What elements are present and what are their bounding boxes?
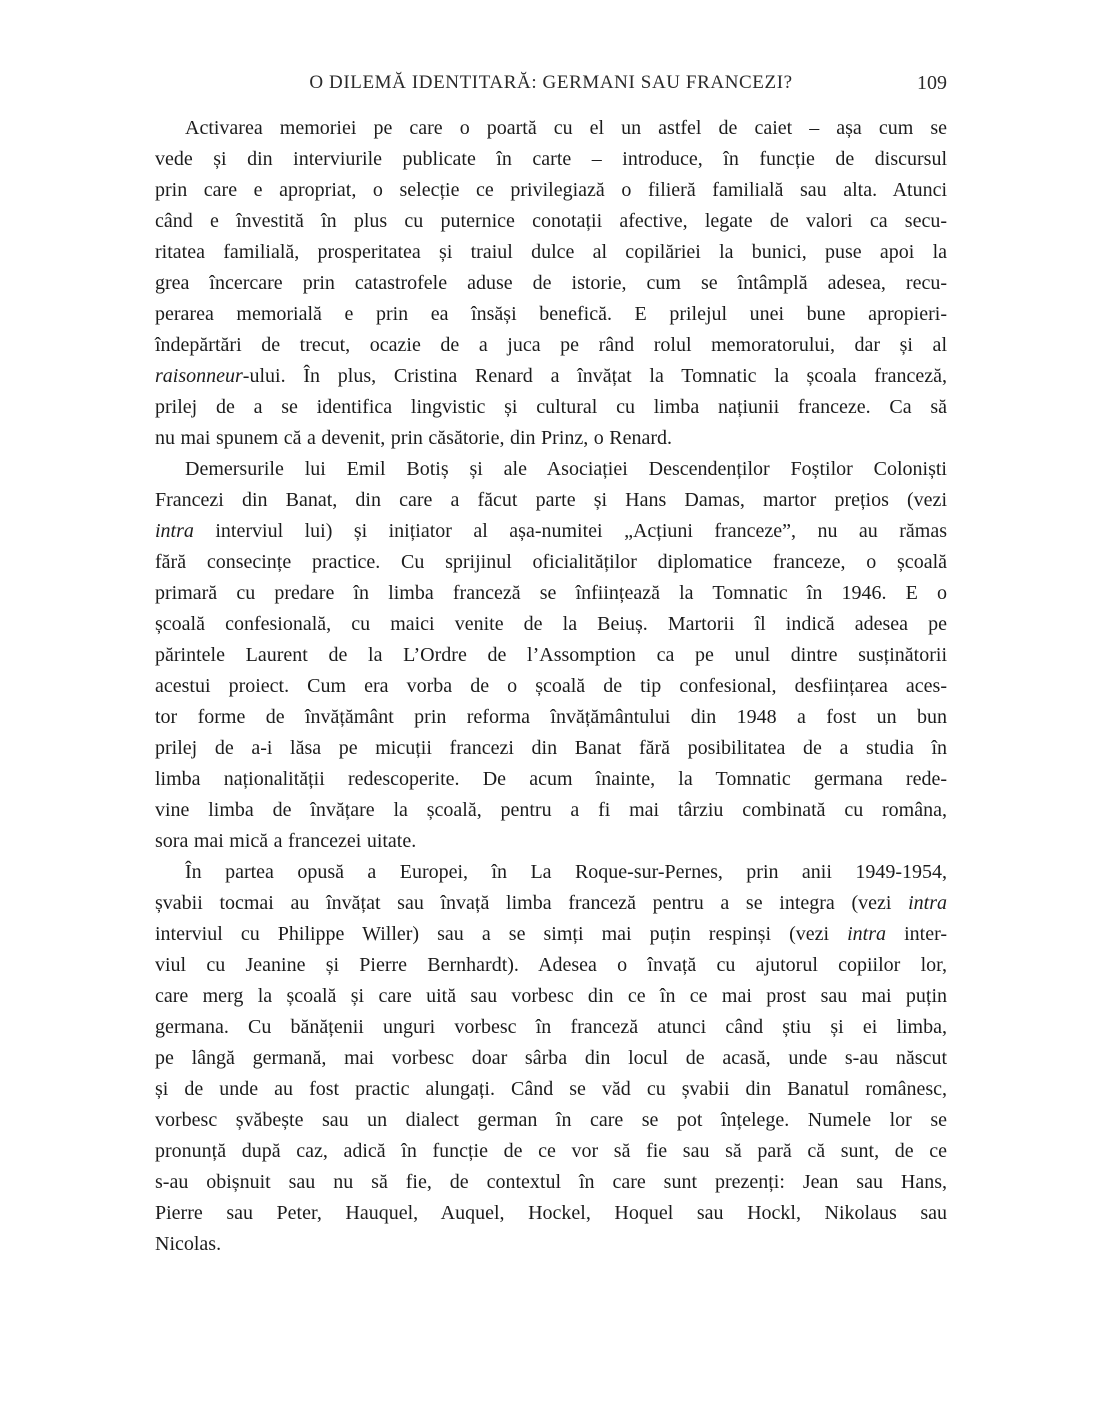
text-run: pronunță după caz, adică în funcție de ce vor să fie sau să pară că sunt, de ce xyxy=(155,1140,947,1162)
text-run: fără consecințe practice. Cu sprijinul oficialităților diplomatice franceze, o școală xyxy=(155,551,947,573)
italic-text: intra xyxy=(847,923,887,945)
text-line xyxy=(155,857,947,888)
text-line xyxy=(155,1043,947,1074)
text-run: În partea opusă a Europei, în La Roque-sur-Pernes, prin anii 1949-1954, xyxy=(185,861,947,883)
paragraph xyxy=(155,113,947,454)
text-line xyxy=(155,950,947,981)
text-run: care merg la școală și care uită sau vorbesc din ce în ce mai prost sau mai puțin xyxy=(155,985,947,1007)
text-run: sora mai mică a francezei uitate. xyxy=(155,830,417,852)
text-line xyxy=(155,609,947,640)
running-title: O DILEMĂ IDENTITARĂ: GERMANI SAU FRANCEZI? xyxy=(309,72,793,93)
text-run: prilej de a-i lăsa pe micuții francezi din Banat fără posibilitatea de a studia în xyxy=(155,737,947,759)
text-line xyxy=(155,640,947,671)
text-line xyxy=(155,144,947,175)
text-line xyxy=(155,175,947,206)
text-run: ritatea familială, prosperitatea și traiul dulce al copilăriei la bunici, puse apoi la xyxy=(155,241,947,263)
text-line xyxy=(155,206,947,237)
text-line xyxy=(155,1074,947,1105)
text-run: germana. Cu bănățenii unguri vorbesc în franceză atunci când știu și ei limba, xyxy=(155,1016,947,1038)
text-line xyxy=(155,1105,947,1136)
text-line xyxy=(155,361,947,392)
text-run: și de unde au fost practic alungați. Când se văd cu șvabii din Banatul românesc, xyxy=(155,1078,947,1100)
text-line xyxy=(155,454,947,485)
text-run: perarea memorială e prin ea însăși benefică. E prilejul unei bune apropieri- xyxy=(155,303,947,325)
text-line xyxy=(155,516,947,547)
text-run: Francezi din Banat, din care a făcut parte și Hans Damas, martor prețios (vezi xyxy=(155,489,947,511)
text-line xyxy=(155,485,947,516)
text-run: viul cu Jeanine și Pierre Bernhardt). Adesea o învață cu ajutorul copiilor lor, xyxy=(155,954,947,976)
text-run: s-au obișnuit sau nu să fie, de contextul în care sunt prezenți: Jean sau Hans, xyxy=(155,1171,947,1193)
text-run: tor forme de învățământ prin reforma învățământului din 1948 a fost un bun xyxy=(155,706,947,728)
text-run: Demersurile lui Emil Botiș și ale Asociației Descendenților Foștilor Coloniști xyxy=(185,458,947,480)
italic-text: raisonneur xyxy=(155,365,243,387)
text-line xyxy=(155,299,947,330)
text-line xyxy=(155,1012,947,1043)
text-run: Pierre sau Peter, Hauquel, Auquel, Hockel, Hoquel sau Hockl, Nikolaus sau xyxy=(155,1202,947,1224)
text-run: când e învestită în plus cu puternice conotații afective, legate de valori ca secu- xyxy=(155,210,947,232)
text-line xyxy=(155,423,947,454)
text-run: interviul cu Philippe Willer) sau a se simți mai puțin respinși (vezi xyxy=(155,923,848,945)
text-line xyxy=(155,578,947,609)
text-line xyxy=(155,1229,947,1260)
text-run: grea încercare prin catastrofele aduse de istorie, cum se întâmplă adesea, recu- xyxy=(155,272,947,294)
text-run: Activarea memoriei pe care o poartă cu el un astfel de caiet – așa cum se xyxy=(185,117,947,139)
paragraph xyxy=(155,454,947,857)
text-line xyxy=(155,764,947,795)
paragraph xyxy=(155,857,947,1260)
text-line xyxy=(155,919,947,950)
text-run: școală confesională, cu maici venite de la Beiuș. Martorii îl indică adesea pe xyxy=(155,613,947,635)
text-run: pe lângă germană, mai vorbesc doar sârba din locul de acasă, unde s-au născut xyxy=(155,1047,947,1069)
text-line xyxy=(155,113,947,144)
text-line xyxy=(155,392,947,423)
text-line xyxy=(155,330,947,361)
italic-text: intra xyxy=(155,520,194,542)
text-line xyxy=(155,547,947,578)
text-run: limba naționalității redescoperite. De acum înainte, la Tomnatic germana rede- xyxy=(155,768,947,790)
text-run: șvabii tocmai au învățat sau învață limba franceză pentru a se integra (vezi xyxy=(155,892,909,914)
text-line xyxy=(155,1136,947,1167)
text-line xyxy=(155,795,947,826)
text-run: acestui proiect. Cum era vorba de o școală de tip confesional, desființarea aces- xyxy=(155,675,947,697)
text-run: îndepărtări de trecut, ocazie de a juca pe rând rolul memoratorului, dar și al xyxy=(155,334,947,356)
text-run: vine limba de învățare la școală, pentru a fi mai târziu combinată cu româna, xyxy=(155,799,947,821)
page-number: 109 xyxy=(917,72,947,94)
text-line xyxy=(155,671,947,702)
text-line xyxy=(155,981,947,1012)
text-run: Nicolas. xyxy=(155,1233,222,1255)
text-run: părintele Laurent de la L’Ordre de l’Assomption ca pe unul dintre susținătorii xyxy=(155,644,947,666)
text-line xyxy=(155,1167,947,1198)
italic-text: intra xyxy=(908,892,947,914)
page-header xyxy=(155,72,947,98)
text-run: prilej de a se identifica lingvistic și cultural cu limba națiunii franceze. Ca să xyxy=(155,396,947,418)
text-run: interviul lui) și inițiator al așa-numitei „Acțiuni franceze”, nu au rămas xyxy=(193,520,947,542)
text-run: vede și din interviurile publicate în carte – introduce, în funcție de discursul xyxy=(155,148,947,170)
text-line xyxy=(155,733,947,764)
text-line xyxy=(155,268,947,299)
text-run: nu mai spunem că a devenit, prin căsătorie, din Prinz, o Renard. xyxy=(155,427,673,449)
text-line xyxy=(155,1198,947,1229)
text-run: inter- xyxy=(886,923,948,945)
text-line xyxy=(155,237,947,268)
text-run: prin care e apropriat, o selecție ce privilegiază o filieră familială sau alta. Atunci xyxy=(155,179,947,201)
text-line xyxy=(155,888,947,919)
text-line xyxy=(155,702,947,733)
text-line xyxy=(155,826,947,857)
text-run: vorbesc șvăbește sau un dialect german în care se pot înțelege. Numele lor se xyxy=(155,1109,947,1131)
text-run: -ului. În plus, Cristina Renard a învățat la Tomnatic la școala franceză, xyxy=(242,365,947,387)
text-run: primară cu predare în limba franceză se înființează la Tomnatic în 1946. E o xyxy=(155,582,947,604)
page-body xyxy=(155,113,947,1260)
